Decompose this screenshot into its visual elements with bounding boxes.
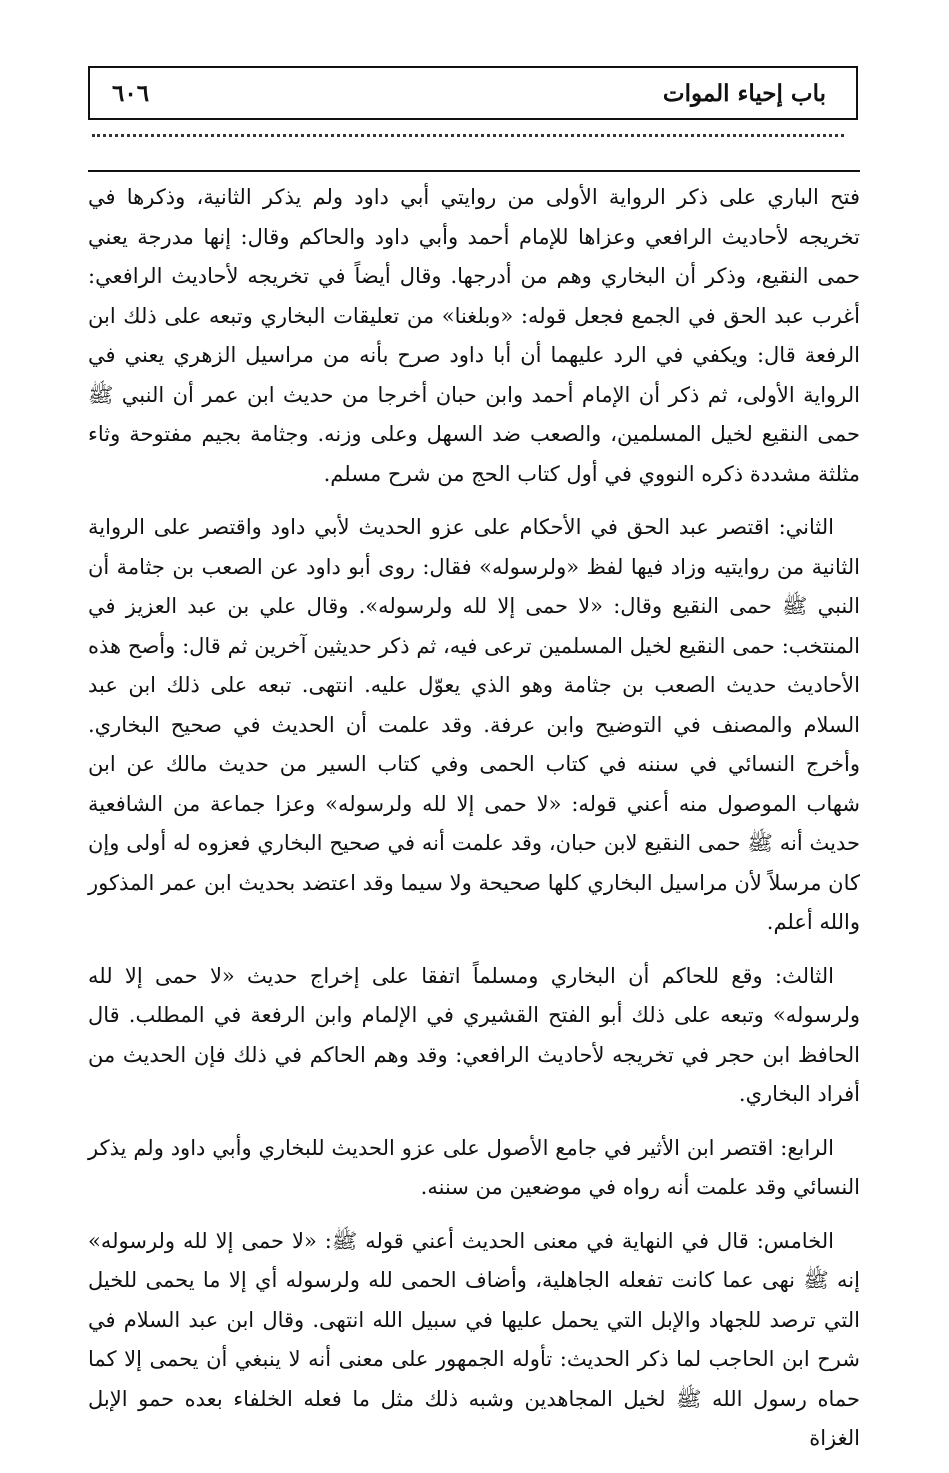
header-separator xyxy=(88,170,860,172)
paragraph-second: الثاني: اقتصر عبد الحق في الأحكام على عزو الحديث لأبي داود واقتصر على الرواية الثانية من روايتيه وزاد فيها لفظ «ولرسوله» فقال: روى أبو داود عن الصعب بن جثامة أن النبي ﷺ حمى النقيع وقال: «لا حمى إلا لله ولرسوله». وقال علي بن عبد العزيز في المنتخب: حمى النقيع لخيل المسلمين ترعى فيه، ثم ذكر حديثين آخرين ثم قال: وأصح هذه الأحاديث حديث الصعب بن جثامة وهو الذي يعوّل عليه. انتهى. تبعه على ذلك ابن عبد السلام والمصنف في التوضيح وابن عرفة. وقد علمت أن الحديث في صحيح البخاري. وأخرج النسائي في سننه في كتاب الحمى وفي كتاب السير من حديث مالك عن ابن شهاب الموصول منه أعني قوله: «لا حمى إلا لله ولرسوله» وعزا جماعة من الشافعية حديث أنه ﷺ حمى النقيع لابن حبان، وقد علمت أنه في صحيح البخاري فعزوه له أولى وإن كان مرسلاً لأن مراسيل البخاري كلها صحيحة ولا سيما وقد اعتضد بحديث ابن عمر المذكور والله أعلم. xyxy=(88,515,860,934)
paragraph-fifth: الخامس: قال في النهاية في معنى الحديث أعني قوله ﷺ: «لا حمى إلا لله ولرسوله» إنه ﷺ نهى عما كانت تفعله الجاهلية، وأضاف الحمى لله ولرسوله أي إلا ما يحمى للخيل التي ترصد للجهاد والإبل التي يحمل عليها في سبيل الله انتهى. وقال ابن عبد السلام في شرح ابن الحاجب لما ذكر الحديث: تأوله الجمهور على معنى أنه لا ينبغي أن يحمى إلا كما حماه رسول الله ﷺ لخيل المجاهدين وشبه ذلك مثل ما فعله الخلفاء بعده حمو الإبل الغزاة xyxy=(88,1228,860,1450)
page-number: ٦٠٦ xyxy=(112,79,150,107)
paragraph-fourth: الرابع: اقتصر ابن الأثير في جامع الأصول على عزو الحديث للبخاري وأبي داود ولم يذكر النسائي وقد علمت أنه رواه في موضعين من سننه. xyxy=(88,1135,860,1199)
chapter-title: باب إحياء الموات xyxy=(662,79,826,107)
paragraph-third: الثالث: وقع للحاكم أن البخاري ومسلماً اتفقا على إخراج حديث «لا حمى إلا لله ولرسوله» وتبعه على ذلك أبو الفتح القشيري في الإلمام وابن الرفعة في المطلب. قال الحافظ ابن حجر في تخريجه لأحاديث الرافعي: وقد وهم الحاكم في ذلك فإن الحديث من أفراد البخاري. xyxy=(88,963,860,1106)
dotted-divider xyxy=(92,134,844,137)
page-header xyxy=(88,66,858,120)
body-text xyxy=(88,178,860,1473)
paragraph-continuation: فتح الباري على ذكر الرواية الأولى من روايتي أبي داود ولم يذكر الثانية، وذكرها في تخريجه لأحاديث الرافعي وعزاها للإمام أحمد وأبي داود والحاكم وقال: إنها مدرجة يعني حمى النقيع، وذكر أن البخاري وهم من أدرجها. وقال أيضاً في تخريجه لأحاديث الرافعي: أغرب عبد الحق في الجمع فجعل قوله: «وبلغنا» من تعليقات البخاري وتبعه على ذلك ابن الرفعة قال: ويكفي في الرد عليهما أن أبا داود صرح بأنه من مراسيل الزهري يعني في الرواية الأولى، ثم ذكر أن الإمام أحمد وابن حبان أخرجا من حديث ابن عمر أن النبي ﷺ حمى النقيع لخيل المسلمين، والصعب ضد السهل وعلى وزنه. وجثامة بجيم مفتوحة وثاء مثلثة مشددة ذكره النووي في أول كتاب الحج من شرح مسلم. xyxy=(88,185,860,486)
